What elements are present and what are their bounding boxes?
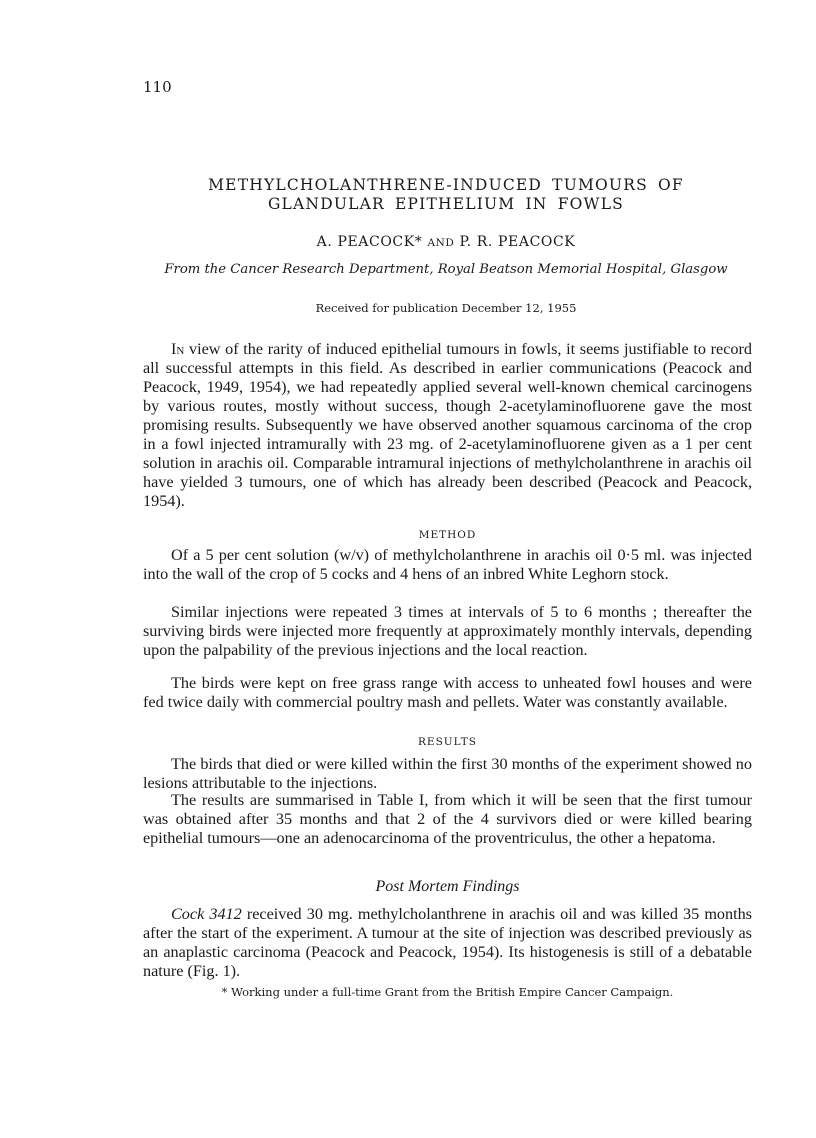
author-conjunction: AND: [427, 237, 455, 249]
post-mortem-lead: Cock 3412: [171, 905, 242, 923]
post-mortem-heading: Post Mortem Findings: [375, 878, 520, 895]
title-line-1: METHYLCHOLANTHRENE-INDUCED TUMOURS OF: [208, 176, 684, 194]
post-mortem-paragraph: [143, 905, 752, 981]
title-line-2: GLANDULAR EPITHELIUM IN FOWLS: [267, 195, 625, 213]
affiliation: From the Cancer Research Department, Royal Beatson Memorial Hospital, Glasgow: [164, 262, 728, 277]
results-heading: RESULTS: [418, 736, 477, 748]
author-2: P. R. PEACOCK: [459, 234, 576, 250]
method-heading: METHOD: [418, 529, 477, 541]
article-title: [140, 176, 752, 214]
author-1: A. PEACOCK*: [316, 234, 423, 250]
intro-lead: In: [171, 340, 185, 358]
page-number: 110: [143, 78, 172, 96]
method-paragraph-2: Similar injections were repeated 3 times at intervals of 5 to 6 months ; thereafter the surviving birds were injected more frequently at approximately monthly intervals, depending upon the palpability of the previous injections and the local reaction.: [143, 603, 752, 659]
footnote: * Working under a full-time Grant from the British Empire Cancer Campaign.: [221, 985, 674, 999]
intro-text: view of the rarity of induced epithelial tumours in fowls, it seems justifiable to record all successful attempts in this field. As described in earlier communications (Peacock and Peacock, 1949, 1954), we had repeatedly applied several well-known chemical carcinogens by various routes, mostly without success, though 2-acetylaminofluorene gave the most promising results. Subsequently we have observed another squamous carcinoma of the crop in a fowl injected intramurally with 23 mg. of 2-acetylaminofluorene given as a 1 per cent solution in arachis oil. Comparable intramural injections of methylcholanthrene in arachis oil have yielded 3 tumours, one of which has already been described (Peacock and Peacock, 1954).: [143, 340, 752, 510]
authors: [140, 234, 752, 250]
results-paragraph-1: The birds that died or were killed within the first 30 months of the experiment showed no lesions attributable to the injections.: [143, 755, 752, 792]
results-paragraph-2: The results are summarised in Table I, from which it will be seen that the first tumour was obtained after 35 months and that 2 of the 4 survivors died or were killed bearing epithelial tumours—one an adenocarcinoma of the proventriculus, the other a hepatoma.: [143, 791, 752, 847]
post-mortem-text: received 30 mg. methylcholanthrene in arachis oil and was killed 35 months after the start of the experiment. A tumour at the site of injection was described previously as an anaplastic carcinoma (Peacock and Peacock, 1954). Its histogenesis is still of a debatable nature (Fig. 1).: [143, 905, 752, 980]
received-date: Received for publication December 12, 1955: [315, 301, 577, 315]
method-paragraph-1: Of a 5 per cent solution (w/v) of methylcholanthrene in arachis oil 0·5 ml. was injected into the wall of the crop of 5 cocks and 4 hens of an inbred White Leghorn stock.: [143, 546, 752, 583]
intro-paragraph: [143, 340, 752, 511]
method-paragraph-3: The birds were kept on free grass range with access to unheated fowl houses and were fed twice daily with commercial poultry mash and pellets. Water was constantly available.: [143, 674, 752, 711]
